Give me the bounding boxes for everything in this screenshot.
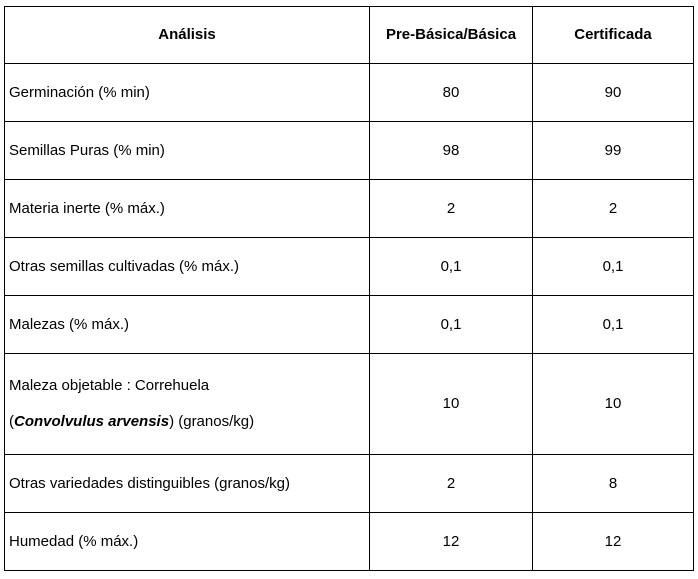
row-label: Otras semillas cultivadas (% máx.) bbox=[5, 238, 370, 296]
header-certified: Certificada bbox=[533, 7, 694, 64]
row-label-line1: Maleza objetable : Correhuela bbox=[9, 377, 210, 394]
table-row bbox=[5, 64, 694, 122]
pre-basic-value: 98 bbox=[370, 122, 533, 180]
table-row bbox=[5, 513, 694, 571]
row-label: Germinación (% min) bbox=[5, 64, 370, 122]
certified-value: 99 bbox=[533, 122, 694, 180]
seed-quality-table bbox=[4, 6, 694, 571]
certified-value: 0,1 bbox=[533, 238, 694, 296]
pre-basic-value: 2 bbox=[370, 180, 533, 238]
certified-value: 10 bbox=[533, 354, 694, 455]
pre-basic-value: 0,1 bbox=[370, 296, 533, 354]
table-row bbox=[5, 238, 694, 296]
certified-value: 0,1 bbox=[533, 296, 694, 354]
pre-basic-value: 12 bbox=[370, 513, 533, 571]
table-header-row bbox=[5, 7, 694, 64]
label-unit: ) (granos/kg) bbox=[169, 413, 255, 430]
header-analysis: Análisis bbox=[5, 7, 370, 64]
certified-value: 2 bbox=[533, 180, 694, 238]
row-label: Malezas (% máx.) bbox=[5, 296, 370, 354]
certified-value: 12 bbox=[533, 513, 694, 571]
row-label: Semillas Puras (% min) bbox=[5, 122, 370, 180]
table-row bbox=[5, 296, 694, 354]
pre-basic-value: 80 bbox=[370, 64, 533, 122]
table-row bbox=[5, 122, 694, 180]
pre-basic-value: 2 bbox=[370, 455, 533, 513]
row-label-line2 bbox=[9, 413, 369, 431]
row-label bbox=[5, 354, 370, 455]
pre-basic-value: 10 bbox=[370, 354, 533, 455]
row-label: Materia inerte (% máx.) bbox=[5, 180, 370, 238]
species-name: Convolvulus arvensis bbox=[14, 413, 170, 430]
certified-value: 90 bbox=[533, 64, 694, 122]
table-row bbox=[5, 455, 694, 513]
header-pre-basic: Pre-Básica/Básica bbox=[370, 7, 533, 64]
row-label: Humedad (% máx.) bbox=[5, 513, 370, 571]
certified-value: 8 bbox=[533, 455, 694, 513]
table-row bbox=[5, 180, 694, 238]
row-label: Otras variedades distinguibles (granos/kg) bbox=[5, 455, 370, 513]
pre-basic-value: 0,1 bbox=[370, 238, 533, 296]
table-row bbox=[5, 354, 694, 455]
paren-open: ( bbox=[9, 413, 14, 430]
